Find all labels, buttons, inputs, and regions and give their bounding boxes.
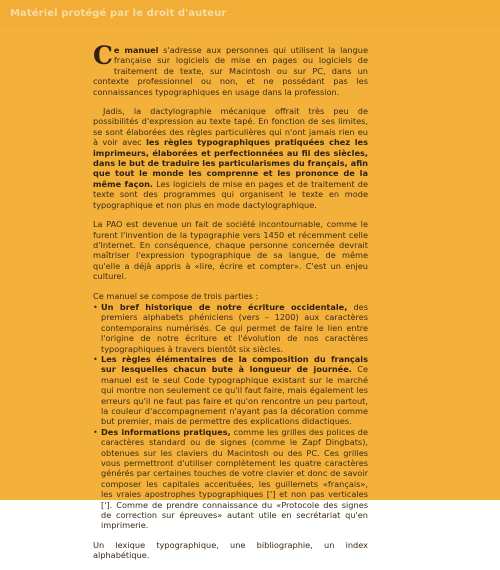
part-2-text: Ce manuel est le seul Code typographique existant sur le marché qui montre non seulement ce qu'il faut faire, mais également les erreurs qu'il ne faut pas faire et qu'on rencontre un peu partout, la couleur d'accompagnement n'ayant pas la décoration comme but premier, mais de permettre des explications didactiques.	[101, 364, 369, 427]
bullet-2: •	[93, 353, 98, 364]
bullet-3: •	[93, 426, 98, 437]
closing-paragraph: Un lexique typographique, une bibliographie, un index alphabétique.	[93, 539, 368, 561]
part-3-title: Des informations pratiques,	[101, 426, 231, 437]
part-2-title: Les règles élémentaires de la composition du français sur lesquelles chacun bute à longueur de journée.	[101, 353, 368, 375]
page-text	[93, 41, 369, 570]
part-1-text: des premiers alphabets phéniciens (vers – 1200) aux caractères contemporains numérisés. Ce qui permet de faire le lien entre l'origine de notre écriture et l'évolution de nos caractères typographiques à travers bientôt six siècles.	[101, 301, 368, 354]
paragraph-2-bold: les règles typographiques pratiquées chez les imprimeurs, élaborées et perfectionnées au fil des siècles, dans le but de traduire les particularismes du français, afin que tout le monde les comprenne et les prononce de la même façon.	[93, 137, 368, 189]
intro-paragraph	[93, 41, 368, 97]
part-1	[93, 302, 368, 354]
parts-list	[93, 302, 368, 531]
paragraph-2	[93, 106, 368, 210]
intro-text: s'adresse aux personnes qui utilisent la langue française sur logiciels de mise en pages ou logiciels de traitement de texte, sur Macintosh ou sur PC, dans un contexte professionnel ou non, et ne possédant pas les connaissances typographiques en usage dans la profession.	[93, 45, 368, 97]
copyright-watermark: Matériel protégé par le droit d'auteur	[10, 8, 227, 19]
part-1-title: Un bref historique de notre écriture occidentale,	[101, 301, 348, 312]
part-3-text: comme les grilles des polices de caractères standard ou de signes (comme le Zapf Dingbats), obtenues sur les claviers du Macintosh ou des PC. Ces grilles vous permettront d'utiliser complètement les quatre caractères générés par certaines touches de votre clavier et donc de savoir composer les capitales accentuées, les guillemets «français», les vraies apostrophes typographiques ['] et non pas verticales [']. Comme de prendre connaissance du «Protocole des signes de correction sur épreuves» autant utile en secrétariat qu'en imprimerie.	[101, 426, 368, 531]
paragraph-3: La PAO est devenue un fait de société incontournable, comme le furent l'invention de la typographie vers 1450 et récemment celle d'Internet. En conséquence, chaque personne concernée devrait maîtriser l'expression typographique de sa langue, de même qu'elle a déjà appris à «lire, écrire et compter». C'est un enjeu culturel.	[93, 219, 368, 282]
drop-cap: C	[93, 41, 113, 70]
intro-first-word: e manuel	[113, 45, 159, 55]
paragraph-2-tail: Les logiciels de mise en pages et de traitement de texte sont des programmes qui organisent le texte en mode typographique et non plus en mode dactylographique.	[93, 178, 368, 210]
part-2	[93, 354, 368, 427]
bullet-1: •	[93, 301, 98, 312]
part-3	[93, 427, 368, 531]
paragraph-2-lead: Jadis, la dactylographie mécanique offrait très peu de possibilités d'expression au texte tapé. En fonction de ses limites, se sont élaborées des règles particulières qui n'ont jamais rien eu à voir avec	[93, 106, 368, 148]
parts-intro: Ce manuel se compose de trois parties :	[93, 290, 259, 301]
watermark-bar	[0, 0, 500, 26]
